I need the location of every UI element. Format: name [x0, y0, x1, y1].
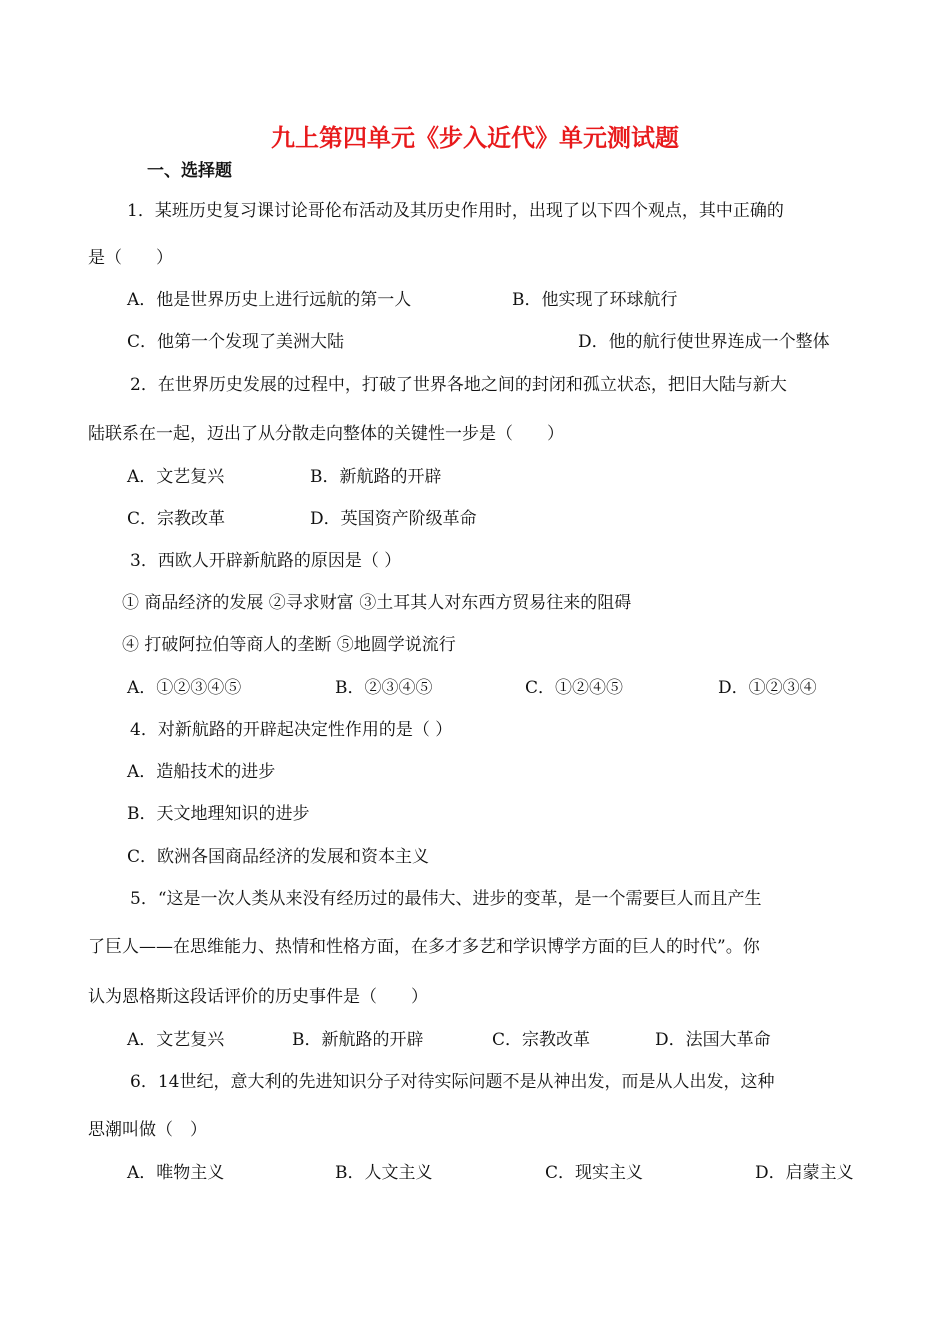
question-5-option-a: A．文艺复兴 [127, 1030, 225, 1050]
question-1-option-d: D．他的航行使世界连成一个整体 [578, 332, 830, 352]
question-5-option-b: B．新航路的开辟 [292, 1030, 424, 1050]
question-1-option-a: A．他是世界历史上进行远航的第一人 [127, 290, 412, 310]
question-2-option-a: A．文艺复兴 [127, 467, 225, 487]
question-4-option-c: C．欧洲各国商品经济的发展和资本主义 [127, 847, 430, 867]
question-2-line-1: 2．在世界历史发展的过程中，打破了世界各地之间的封闭和孤立状态，把旧大陆与新大 [130, 375, 787, 395]
question-4-option-a: A．造船技术的进步 [127, 762, 276, 782]
question-1-line-1: 1．某班历史复习课讨论哥伦布活动及其历史作用时，出现了以下四个观点，其中正确的 [127, 201, 784, 221]
question-6-option-a: A．唯物主义 [127, 1163, 225, 1183]
question-2-option-b: B．新航路的开辟 [310, 467, 442, 487]
question-4-line-1: 4．对新航路的开辟起决定性作用的是（ ） [130, 720, 453, 740]
question-2-option-d: D．英国资产阶级革命 [310, 509, 477, 529]
question-6-option-d: D．启蒙主义 [755, 1163, 854, 1183]
question-3-option-a: A．①②③④⑤ [127, 678, 242, 698]
section-heading: 一、选择题 [147, 161, 232, 181]
question-1-option-b: B．他实现了环球航行 [512, 290, 678, 310]
question-2-line-2: 陆联系在一起，迈出了从分散走向整体的关键性一步是（ ） [88, 424, 564, 444]
question-6-line-1: 6．14世纪，意大利的先进知识分子对待实际问题不是从神出发，而是从人出发，这种 [130, 1072, 775, 1092]
question-3-line-2: ① 商品经济的发展 ②寻求财富 ③土耳其人对东西方贸易往来的阻碍 [122, 593, 632, 613]
question-1-line-2: 是（ ） [88, 248, 173, 268]
question-3-option-d: D．①②③④ [718, 678, 817, 698]
question-3-option-c: C．①②④⑤ [525, 678, 624, 698]
question-3-line-1: 3．西欧人开辟新航路的原因是（ ） [130, 551, 402, 571]
question-2-option-c: C．宗教改革 [127, 509, 226, 529]
question-5-option-d: D．法国大革命 [655, 1030, 771, 1050]
question-3-line-3: ④ 打破阿拉伯等商人的垄断 ⑤地圆学说流行 [122, 635, 456, 655]
question-5-line-2: 了巨人——在思维能力、热情和性格方面，在多才多艺和学识博学方面的巨人的时代”。你 [88, 937, 760, 957]
question-6-line-2: 思潮叫做（ ） [88, 1120, 207, 1140]
question-3-option-b: B．②③④⑤ [335, 678, 433, 698]
question-5-line-1: 5．“这是一次人类从来没有经历过的最伟大、进步的变革，是一个需要巨人而且产生 [130, 889, 762, 909]
question-1-option-c: C．他第一个发现了美洲大陆 [127, 332, 345, 352]
question-4-option-b: B．天文地理知识的进步 [127, 804, 310, 824]
question-6-option-c: C．现实主义 [545, 1163, 644, 1183]
question-5-option-c: C．宗教改革 [492, 1030, 591, 1050]
question-6-option-b: B．人文主义 [335, 1163, 433, 1183]
page-title: 九上第四单元《步入近代》单元测试题 [271, 123, 679, 152]
question-5-line-3: 认为恩格斯这段话评价的历史事件是（ ） [88, 987, 428, 1007]
